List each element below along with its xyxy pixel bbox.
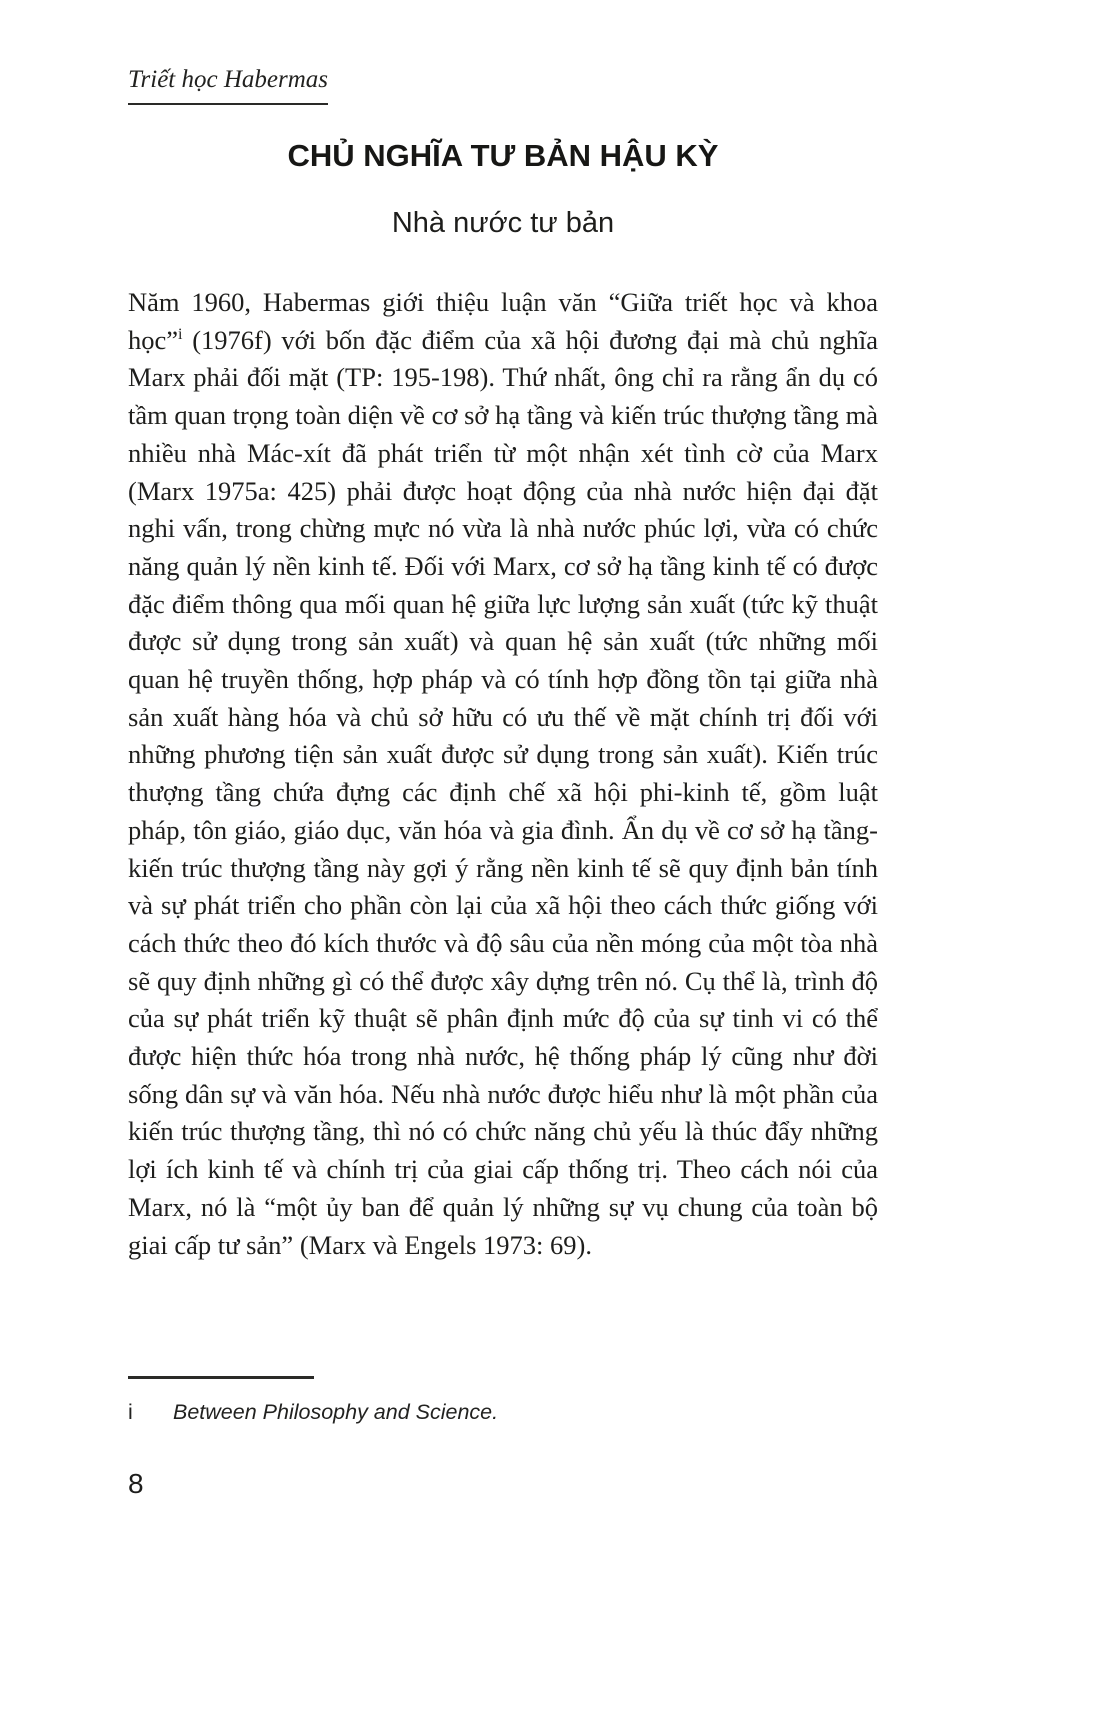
footnote (128, 1400, 878, 1425)
chapter-title: CHỦ NGHĨA TƯ BẢN HẬU KỲ (287, 138, 719, 173)
paragraph-text-part1: Năm 1960, Habermas giới thiệu luận văn “Giữa triết học và khoa học” (128, 287, 878, 355)
footnote-marker: i (128, 1400, 133, 1424)
page-number: 8 (128, 1468, 144, 1499)
running-header: Triết học Habermas (128, 66, 328, 105)
chapter-subtitle: Nhà nước tư bản (391, 207, 615, 239)
footnote-text: Between Philosophy and Science. (173, 1400, 499, 1424)
footnote-divider (128, 1376, 314, 1379)
paragraph-text-part2: (1976f) với bốn đặc điểm của xã hội đương đại mà chủ nghĩa Marx phải đối mặt (TP: 195-198). Thứ nhất, ông chỉ ra rằng ẩn dụ có tầm quan trọng toàn diện về cơ sở hạ tầng và kiến trúc thượng tầng mà nhiều nhà Mác-xít đã phát triển từ một nhận xét tình cờ của Marx (Marx 1975a: 425) phải được hoạt động của nhà nước hiện đại đặt nghi vấn, trong chừng mực nó vừa là nhà nước phúc lợi, vừa có chức năng quản lý nền kinh tế. Đối với Marx, cơ sở hạ tầng kinh tế có được đặc điểm thông qua mối quan hệ giữa lực lượng sản xuất (tức kỹ thuật được sử dụng trong sản xuất) và quan hệ sản xuất (tức những mối quan hệ truyền thống, hợp pháp và có tính hợp đồng tồn tại giữa nhà sản xuất hàng hóa và chủ sở hữu có ưu thế về mặt chính trị đối với những phương tiện sản xuất được sử dụng trong sản xuất). Kiến trúc thượng tầng chứa đựng các định chế xã hội phi-kinh tế, gồm luật pháp, tôn giáo, giáo dục, văn hóa và gia đình. Ẩn dụ về cơ sở hạ tầng-kiến trúc thượng tầng này gợi ý rằng nền kinh tế sẽ quy định bản tính và sự phát triển cho phần còn lại của xã hội theo cách thức giống với cách thức theo đó kích thước và độ sâu của nền móng của một tòa nhà sẽ quy định những gì có thể được xây dựng trên nó. Cụ thể là, trình độ của sự phát triển kỹ thuật sẽ phân định mức độ của sự tinh vi có thể được hiện thức hóa trong nhà nước, hệ thống pháp lý cũng như đời sống dân sự và văn hóa. Nếu nhà nước được hiểu như là một phần của kiến trúc thượng tầng, thì nó có chức năng chủ yếu là thúc đẩy những lợi ích kinh tế và chính trị của giai cấp thống trị. Theo cách nói của Marx, nó là “một ủy ban để quản lý những sự vụ chung của toàn bộ giai cấp tư sản” (Marx và Engels 1973: 69). (128, 324, 878, 1260)
footnote-reference-superscript: i (178, 325, 183, 343)
body-paragraph (128, 284, 878, 1264)
